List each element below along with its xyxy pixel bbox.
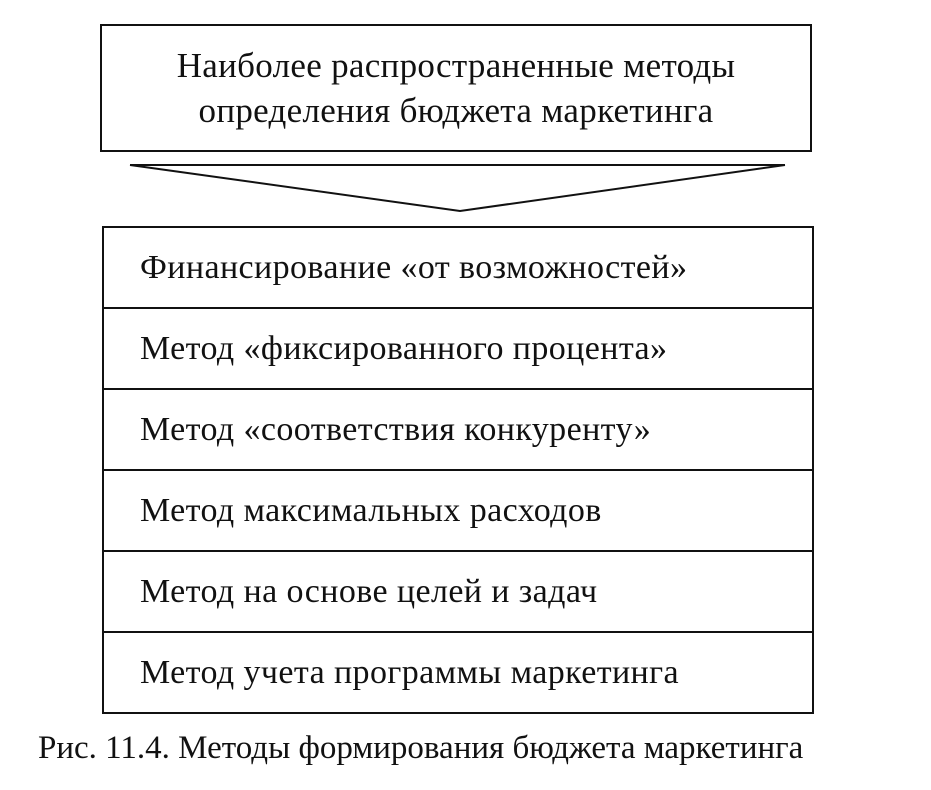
method-item-opportunity-financing: Финансирование «от возможностей» [140,248,688,286]
method-item-competitor-parity: Метод «соответствия конкуренту» [104,388,812,469]
methods-list [102,226,814,714]
down-arrow-icon [0,0,931,230]
header-line-1: Наиболее распространенные методы [176,46,736,85]
method-item-maximum-spending: Метод максимальных расходов [104,469,812,550]
method-item-objectives-tasks: Метод на основе целей и задач [104,550,812,631]
figure-caption: Рис. 11.4. Методы формирования бюджета маркетинга [38,730,804,766]
method-item-marketing-program: Метод учета программы маркетинга [104,631,812,712]
method-item-fixed-percent: Метод «фиксированного процента» [104,307,812,388]
header-line-2: определения бюджета маркетинга [198,91,714,130]
